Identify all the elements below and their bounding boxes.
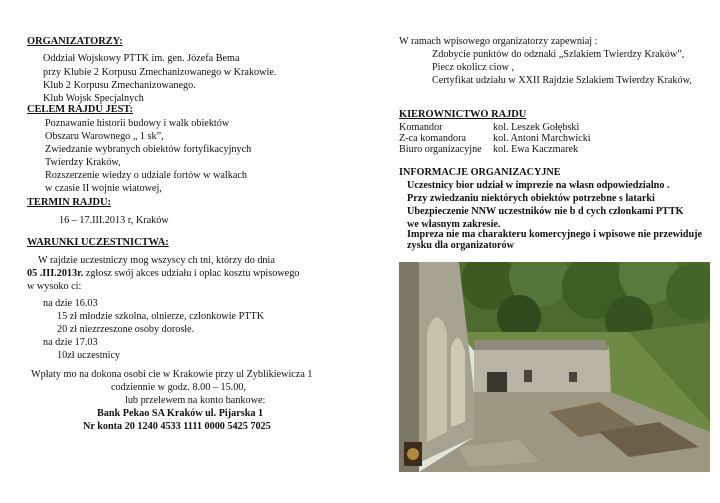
role-label: Z-ca komandora	[399, 133, 467, 144]
info-line: Przy zwiedzaniu niektórych obiektów potrzebne s latarki	[407, 193, 655, 204]
goal-line: Rozszerzenie wiedzy o udziale fortów w walkach	[45, 170, 247, 181]
fee-line: 20 zł niezrzeszone osoby dorosłe.	[57, 324, 195, 335]
goal-line: Twierdzy Kraków,	[45, 157, 121, 168]
event-date: 16 – 17.III.2013 r, Kraków	[59, 215, 169, 226]
bank-account: Nr konta 20 1240 4533 1111 0000 5425 7025	[83, 421, 271, 432]
deadline-date: 05 .III.2013r.	[27, 268, 84, 279]
fee-line: 15 zł młodzie szkolna, olnierze, członkowie PTTK	[57, 311, 265, 322]
person-name: kol. Antoni Marchwicki	[493, 133, 591, 144]
registration-item: Certyfikat udziału w XXII Rajdzie Szlakiem Twierdzy Kraków,	[432, 75, 692, 86]
info-line: Uczestnicy bior udział w imprezie na własn odpowiedzialno .	[407, 180, 670, 191]
conditions-line: w wysoko ci:	[27, 281, 82, 292]
info-line: Impreza nie ma charakteru komercyjnego i wpisowe nie przewiduje	[407, 229, 703, 240]
registration-item: Zdobycie punktów do odznaki „Szlakiem Twierdzy Kraków”,	[432, 49, 685, 60]
role-label: Komandor	[399, 122, 443, 133]
fee-line: na dzie 16.03	[43, 298, 98, 309]
registration-item: Piecz okolicz ciow ,	[432, 62, 515, 73]
goal-line: Zwiedzanie wybranych obiektów fortyfikacyjnych	[45, 144, 252, 155]
role-label: Biuro organizacyjne	[399, 144, 482, 155]
person-name: kol. Leszek Gołębski	[493, 122, 580, 133]
management-heading: KIEROWNICTWO RAJDU	[399, 109, 527, 120]
organizers-heading: ORGANIZATORZY:	[27, 36, 123, 47]
goal-line: w czasie II wojnie wiatowej,	[45, 183, 162, 194]
organizer-line: Klub Wojsk Specjalnych	[43, 93, 144, 104]
conditions-text: zgłosz swój akces udziału i opłac kosztu wpisowego	[83, 268, 300, 279]
info-line: we własnym zakresie.	[407, 219, 501, 230]
organizer-line: przy Klubie 2 Korpusu Zmechanizowanego w Krakowie.	[43, 67, 277, 78]
info-line: Ubezpieczenie NNW uczestników nie b d cych członkami PTTK	[407, 206, 684, 217]
payment-line: lub przelewem na konto bankowe:	[125, 395, 266, 406]
goal-line: Poznawanie historii budowy i walk obiektów	[45, 118, 230, 129]
conditions-line	[27, 268, 299, 280]
payment-line: Wpłaty mo na dokona osobi cie w Krakowie przy ul Zyblikiewicza 1	[31, 369, 313, 380]
date-heading: TERMIN RAJDU:	[27, 197, 111, 208]
goal-line: Obszaru Warownego „ 1 sk”,	[45, 131, 164, 142]
fee-line: 10zł uczestnicy	[57, 350, 121, 361]
payment-line: codziennie w godz. 8.00 – 15.00,	[111, 382, 246, 393]
conditions-line: W rajdzie uczestniczy mog wszyscy ch tni, którzy do dnia	[38, 255, 275, 266]
goal-heading: CELEM RAJDU JEST:	[27, 104, 134, 115]
info-heading: INFORMACJE ORGANIZACYJNE	[399, 167, 561, 178]
fee-line: na dzie 17.03	[43, 337, 98, 348]
fort-photo-image	[399, 262, 710, 472]
info-line: zysku dla organizatorów	[407, 240, 514, 251]
organizer-line: Klub 2 Korpusu Zmechanizowanego.	[43, 80, 196, 91]
registration-intro: W ramach wpisowego organizatorzy zapewniaj :	[399, 36, 598, 47]
bank-name: Bank Pekao SA Kraków ul. Pijarska 1	[97, 408, 264, 419]
fort-photo	[399, 262, 710, 472]
person-name: kol. Ewa Kaczmarek	[493, 144, 579, 155]
conditions-heading: WARUNKI UCZESTNICTWA:	[27, 237, 169, 248]
organizer-line: Oddział Wojskowy PTTK im. gen. Józefa Bema	[43, 53, 240, 64]
